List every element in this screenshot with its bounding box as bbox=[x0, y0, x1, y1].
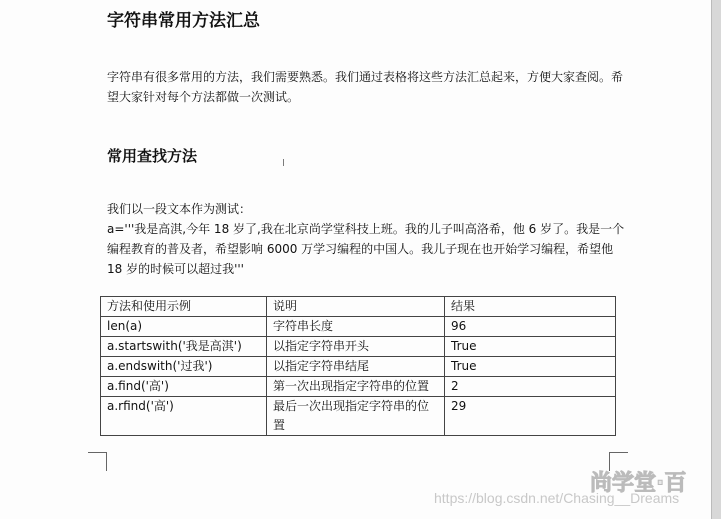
cell: a.find('高') bbox=[101, 377, 267, 397]
cell: 2 bbox=[445, 377, 616, 397]
text-cursor-icon: I bbox=[282, 158, 285, 169]
window-edge bbox=[711, 0, 721, 519]
cell: len(a) bbox=[101, 317, 267, 337]
section-title: 常用查找方法 bbox=[107, 147, 198, 165]
intro-paragraph: 字符串有很多常用的方法，我们需要熟悉。我们通过表格将这些方法汇总起来，方便大家查阅。希望大家针对每个方法都做一次测试。 bbox=[107, 70, 624, 104]
cell: 以指定字符串开头 bbox=[267, 337, 445, 357]
cell: 字符串长度 bbox=[267, 317, 445, 337]
page-title: 字符串常用方法汇总 bbox=[107, 11, 260, 31]
cell: 最后一次出现指定字符串的位置 bbox=[267, 397, 445, 436]
table-row bbox=[101, 377, 616, 397]
cell: 29 bbox=[445, 397, 616, 436]
table-row bbox=[101, 357, 616, 377]
methods-table bbox=[100, 296, 616, 436]
cell: 第一次出现指定字符串的位置 bbox=[267, 377, 445, 397]
table-row bbox=[101, 397, 616, 436]
cell: 以指定字符串结尾 bbox=[267, 357, 445, 377]
cell: 96 bbox=[445, 317, 616, 337]
test-intro: 我们以一段文本作为测试： bbox=[107, 202, 252, 216]
table-row bbox=[101, 337, 616, 357]
cell: True bbox=[445, 337, 616, 357]
cell: True bbox=[445, 357, 616, 377]
header-cell: 方法和使用示例 bbox=[101, 297, 267, 317]
table-header-row bbox=[101, 297, 616, 317]
header-cell: 说明 bbox=[267, 297, 445, 317]
cell: a.endswith('过我') bbox=[101, 357, 267, 377]
header-cell: 结果 bbox=[445, 297, 616, 317]
page-corner-mark bbox=[88, 452, 107, 471]
cell: a.rfind('高') bbox=[101, 397, 267, 436]
watermark-logo: 尚学堂·百 bbox=[590, 471, 687, 496]
test-text: a='''我是高淇,今年 18 岁了,我在北京尚学堂科技上班。我的儿子叫高洛希，他 6 岁了。我是一个编程教育的普及者，希望影响 6000 万学习编程的中国人。我儿子现在也开始学习编程，希望他 18 岁的时候可以超过我''' bbox=[107, 222, 625, 276]
watermark-url: https://blog.csdn.net/Chasing__Dreams bbox=[434, 490, 680, 506]
table-row bbox=[101, 317, 616, 337]
cell: a.startswith('我是高淇') bbox=[101, 337, 267, 357]
